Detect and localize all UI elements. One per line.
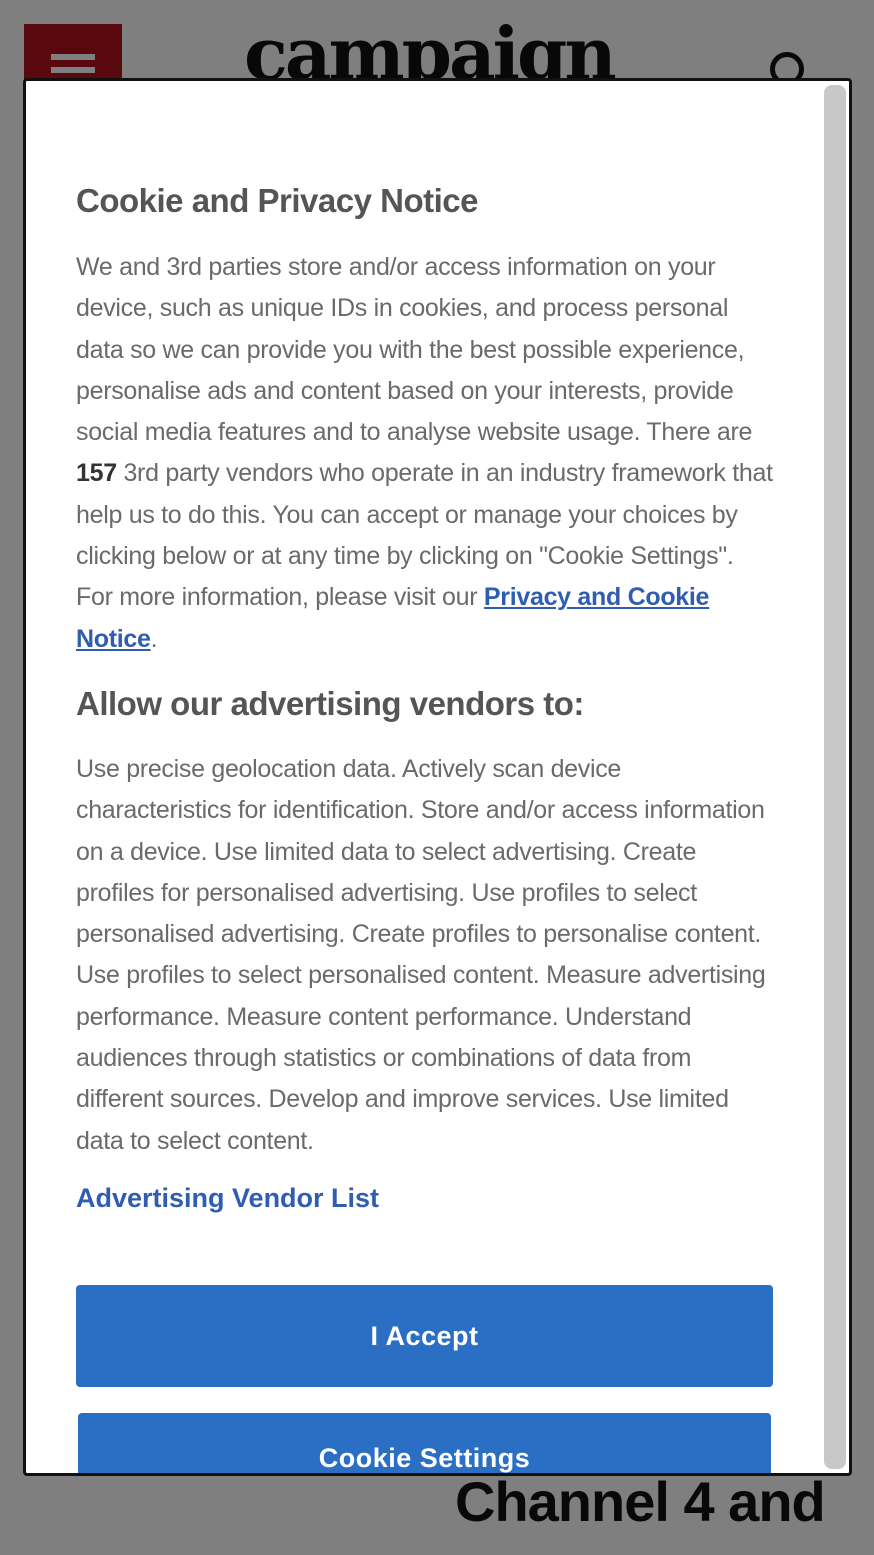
privacy-notice-link[interactable]: Privacy and Cookie Notice — [76, 583, 710, 653]
dialog-title: Cookie and Privacy Notice — [76, 182, 478, 219]
vendor-count: 157 — [76, 459, 117, 488]
intro-text-end: . — [150, 624, 158, 653]
dialog-content — [76, 179, 776, 1216]
intro-text-part: We and 3rd parties store and/or access information on your device, such as unique IDs in cookies, and process personal data so we can provide you with the best possible experience, personalise ads and content based on your interests, provide social media features and to analyse website usage. There are — [76, 253, 753, 447]
cookie-settings-button[interactable]: Cookie Settings — [78, 1413, 771, 1476]
intro-text — [76, 247, 776, 660]
purposes-text: Use precise geolocation data. Actively scan device characteristics for identification. Store and/or access information on a device. Use limited data to select advertising. Create profiles for personalised advertising. Use profiles to select personalised advertising. Create profiles to personalise content. Use profiles to select personalised content. Measure advertising performance. Measure content performance. Understand audiences through statistics or combinations of data from different sources. Develop and improve services. Use limited data to select content. — [76, 754, 766, 1155]
vendor-list-link[interactable]: Advertising Vendor List — [76, 1182, 380, 1213]
intro-text-part: 3rd party vendors who operate in an industry framework that help us to do this. You can accept or manage your choices by clicking below or at any time by clicking on "Cookie Settings". For more information, please visit our — [76, 459, 773, 612]
dialog-scrollbar[interactable] — [824, 85, 846, 1469]
purposes-heading: Allow our advertising vendors to: — [76, 684, 584, 722]
cookie-consent-dialog — [23, 78, 852, 1476]
accept-button[interactable]: I Accept — [76, 1285, 773, 1387]
